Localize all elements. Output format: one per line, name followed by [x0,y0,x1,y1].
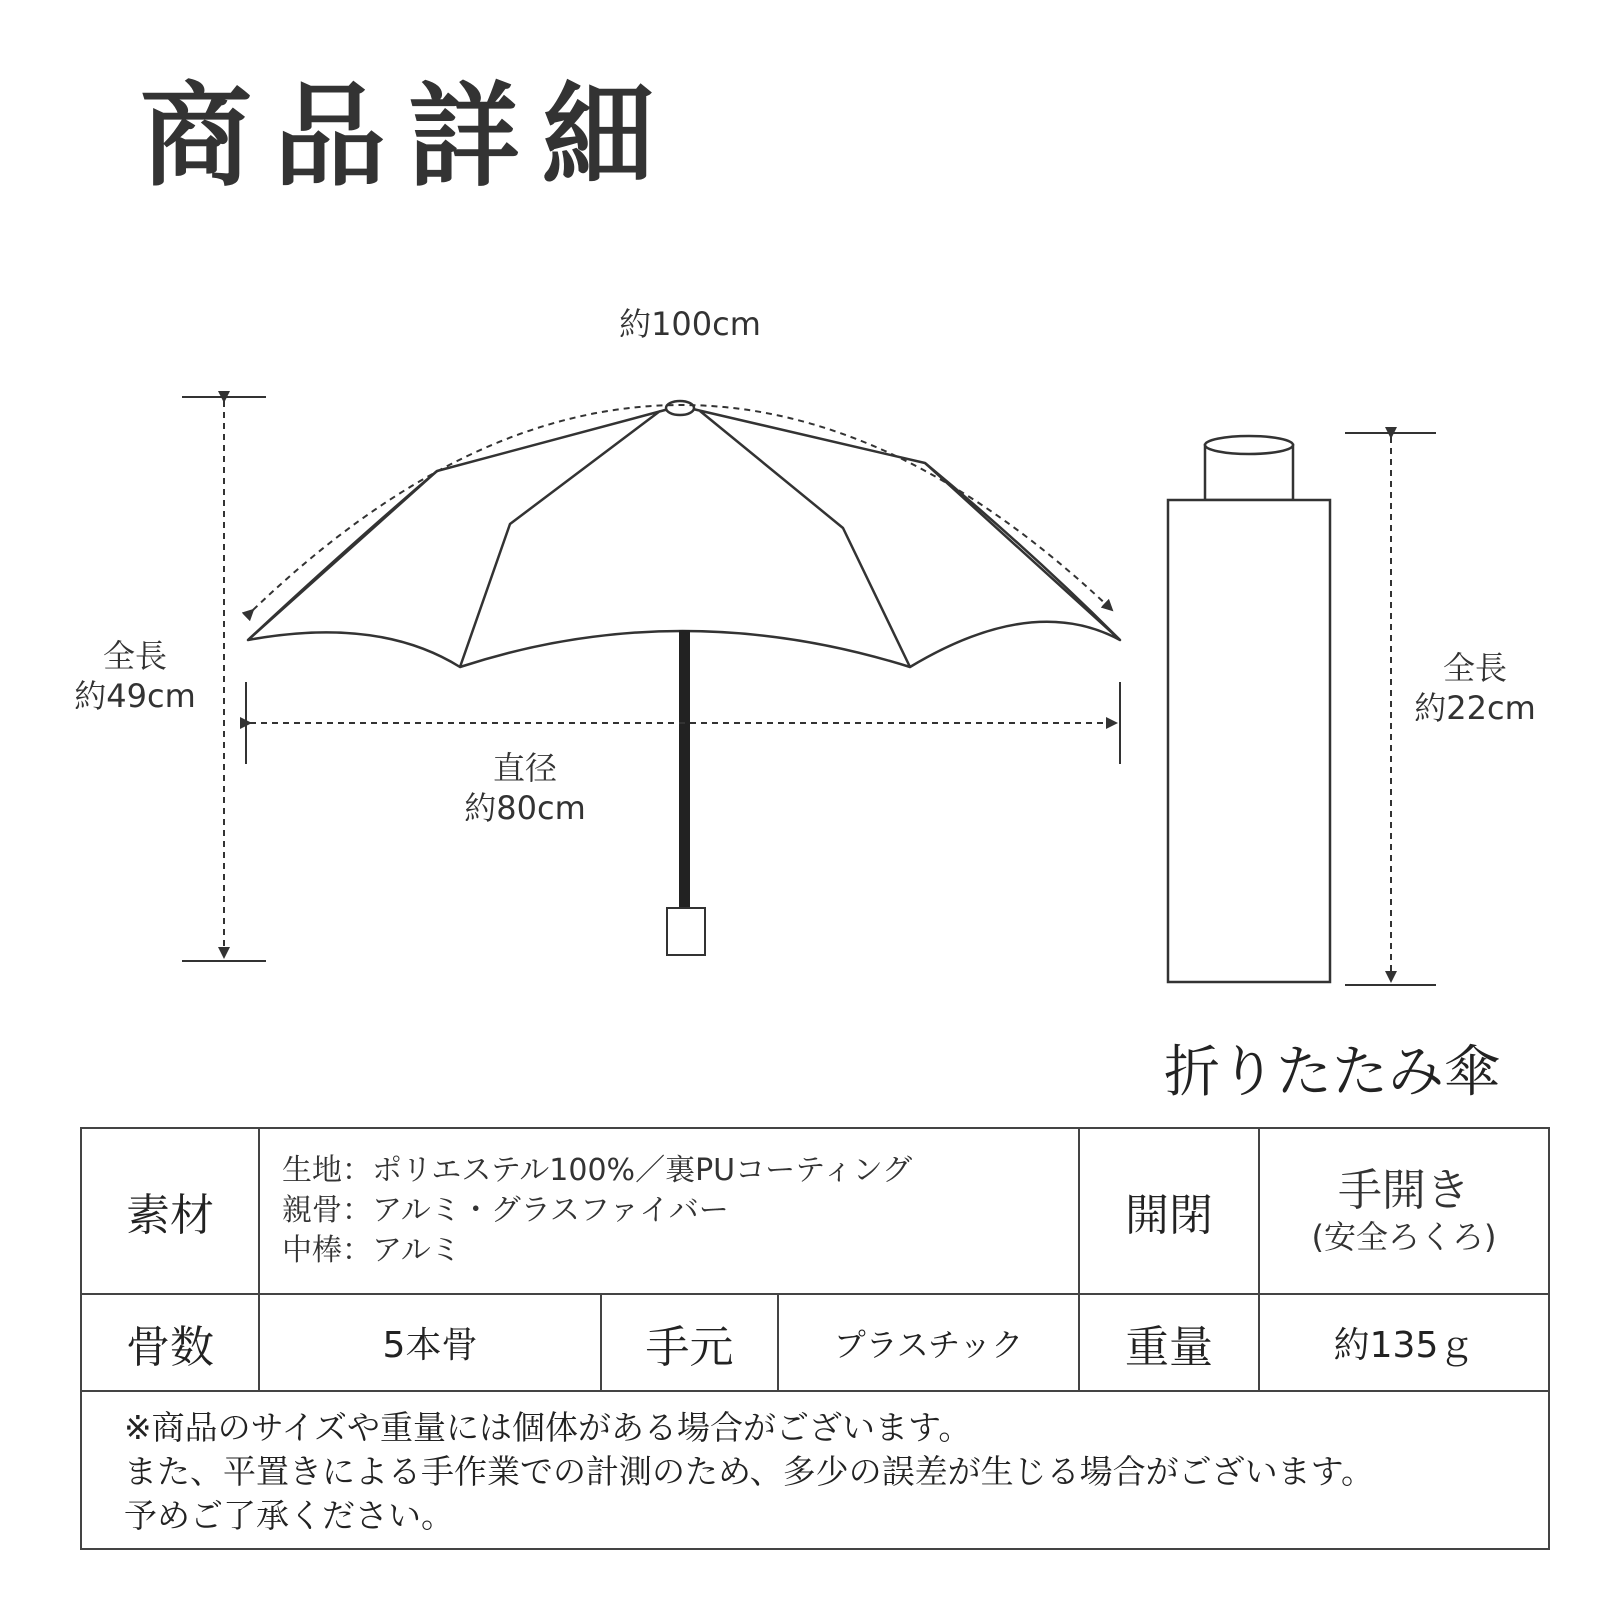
weight-header: 重量 [1080,1295,1260,1390]
diameter-label-group [440,748,610,828]
note-line-3: 予めご了承ください。 [124,1496,454,1535]
folded-length-value: 約22cm [1414,689,1536,727]
ribs-value: 5本骨 [260,1295,602,1390]
folded-length-label: 全長 [1442,649,1507,687]
umbrella-tip-icon [666,401,694,415]
arc-label: 約100cm [619,305,761,343]
opening-sub: (安全ろくろ) [1311,1218,1497,1256]
material-value-cell [260,1129,1080,1293]
material-lines [260,1151,912,1271]
spec-row-note [82,1392,1548,1548]
opening-header: 開閉 [1080,1129,1260,1293]
note-line-1: ※商品のサイズや重量には個体がある場合がございます。 [124,1408,972,1447]
folded-body [1168,500,1330,982]
opening-value: 手開き [1337,1165,1470,1216]
material-line-ribs: 親骨：アルミ・グラスファイバー [282,1193,729,1228]
spec-row-material [82,1129,1548,1295]
open-length-value: 約49cm [74,677,196,715]
folded-cap-top [1205,436,1293,454]
diameter-label: 直径 [492,749,557,787]
arc-dimension-arrow [253,405,1112,610]
diameter-value: 約80cm [464,789,586,827]
note [124,1406,1374,1538]
material-line-shaft: 中棒：アルミ [282,1233,461,1268]
spec-row-ribs [82,1295,1548,1392]
spec-table [80,1127,1550,1550]
material-header: 素材 [82,1129,260,1293]
product-type-label: 折りたたみ傘 [1164,1040,1500,1105]
canopy-outline [248,406,1120,667]
umbrella-handle [667,908,705,955]
note-line-2: また、平置きによる手作業での計測のため、多少の誤差が生じる場合がございます。 [124,1452,1375,1491]
umbrella-shaft [679,630,690,908]
folded-length-label-group [1400,648,1550,728]
open-length-label: 全長 [102,637,167,675]
open-umbrella-drawing [248,406,1120,667]
ribs-header: 骨数 [82,1295,260,1390]
opening-value-cell [1260,1129,1548,1293]
handle-value: プラスチック [779,1295,1080,1390]
page-title: 商品詳細 [140,72,676,202]
open-length-label-group [60,636,210,716]
weight-value: 約135ｇ [1333,1325,1475,1366]
folded-umbrella-drawing [1168,436,1330,982]
material-line-fabric: 生地：ポリエステル100%／裏PUコーティング [282,1153,913,1188]
handle-header: 手元 [602,1295,779,1390]
